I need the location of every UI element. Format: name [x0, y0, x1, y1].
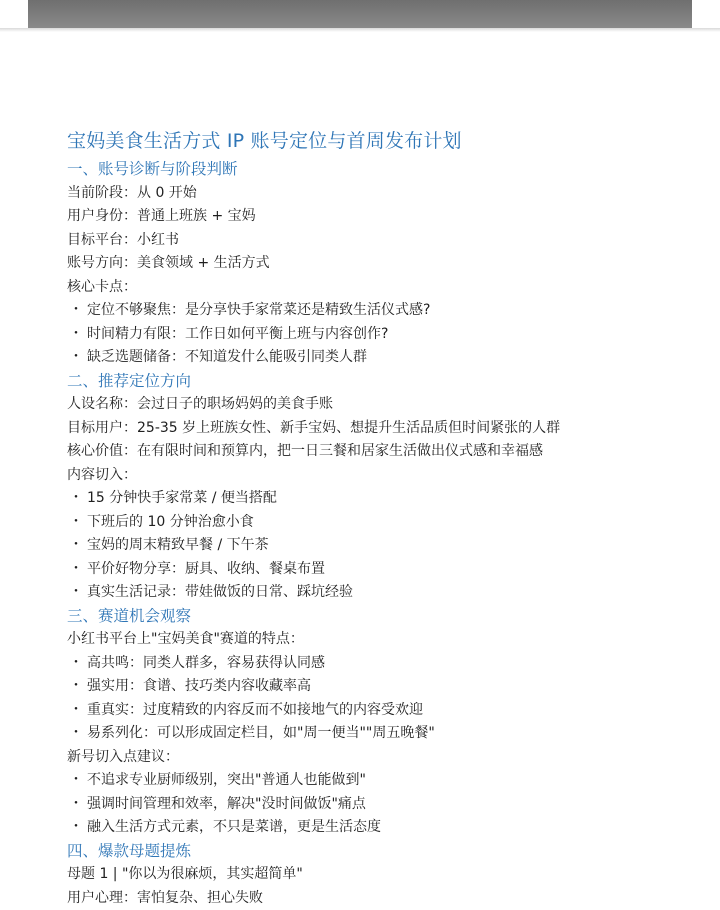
list-item-text: 融入生活方式元素，不只是菜谱，更是生活态度 — [87, 819, 381, 835]
bullet-icon: ・ — [67, 487, 87, 511]
core-value-line: 核心价值：在有限时间和预算内，把一日三餐和居家生活做出仪式感和幸福感 — [67, 440, 697, 464]
section-heading-4: 四、爆款母题提炼 — [67, 840, 697, 864]
content-entry-label: 内容切入： — [67, 464, 697, 488]
list-item — [67, 816, 697, 840]
motif-1-line: 母题 1 | "你以为很麻烦，其实超简单" — [67, 863, 697, 887]
list-item-text: 高共鸣：同类人群多，容易获得认同感 — [87, 655, 325, 671]
direction-line: 账号方向：美食领域 + 生活方式 — [67, 252, 697, 276]
list-item — [67, 699, 697, 723]
list-item-text: 重真实：过度精致的内容反而不如接地气的内容受欢迎 — [87, 702, 423, 718]
bullet-icon: ・ — [67, 699, 87, 723]
bullet-icon: ・ — [67, 722, 87, 746]
bullet-icon: ・ — [67, 675, 87, 699]
bullet-icon: ・ — [67, 346, 87, 370]
section-heading-3: 三、赛道机会观察 — [67, 605, 697, 629]
platform-line: 目标平台：小红书 — [67, 229, 697, 253]
document-title: 宝妈美食生活方式 IP 账号定位与首周发布计划 — [67, 126, 697, 156]
list-item — [67, 534, 697, 558]
top-shadow — [0, 28, 720, 32]
section-heading-1: 一、账号诊断与阶段判断 — [67, 158, 697, 182]
list-item — [67, 299, 697, 323]
section-heading-2: 二、推荐定位方向 — [67, 370, 697, 394]
user-psychology-line: 用户心理：害怕复杂、担心失败 — [67, 887, 697, 910]
bullet-icon: ・ — [67, 511, 87, 535]
identity-line: 用户身份：普通上班族 + 宝妈 — [67, 205, 697, 229]
list-item-text: 平价好物分享：厨具、收纳、餐桌布置 — [87, 561, 325, 577]
list-item-text: 15 分钟快手家常菜 / 便当搭配 — [87, 490, 277, 506]
list-item — [67, 346, 697, 370]
list-item-text: 强实用：食谱、技巧类内容收藏率高 — [87, 678, 311, 694]
bullet-icon: ・ — [67, 558, 87, 582]
list-item-text: 缺乏选题储备：不知道发什么能吸引同类人群 — [87, 349, 367, 365]
track-features-label: 小红书平台上"宝妈美食"赛道的特点： — [67, 628, 697, 652]
list-item-text: 真实生活记录：带娃做饭的日常、踩坑经验 — [87, 584, 353, 600]
bullet-icon: ・ — [67, 534, 87, 558]
bullet-icon: ・ — [67, 299, 87, 323]
list-item — [67, 722, 697, 746]
target-user-line: 目标用户：25-35 岁上班族女性、新手宝妈、想提升生活品质但时间紧张的人群 — [67, 417, 697, 441]
list-item-text: 下班后的 10 分钟治愈小食 — [87, 514, 254, 530]
bullet-icon: ・ — [67, 769, 87, 793]
persona-line: 人设名称：会过日子的职场妈妈的美食手账 — [67, 393, 697, 417]
bullet-icon: ・ — [67, 816, 87, 840]
bullet-icon: ・ — [67, 323, 87, 347]
stage-line: 当前阶段：从 0 开始 — [67, 182, 697, 206]
list-item — [67, 652, 697, 676]
list-item — [67, 675, 697, 699]
list-item-text: 强调时间管理和效率，解决"没时间做饭"痛点 — [87, 796, 366, 812]
list-item — [67, 323, 697, 347]
list-item-text: 时间精力有限：工作日如何平衡上班与内容创作? — [87, 326, 388, 342]
list-item — [67, 511, 697, 535]
list-item-text: 宝妈的周末精致早餐 / 下午茶 — [87, 537, 269, 553]
list-item-text: 定位不够聚焦：是分享快手家常菜还是精致生活仪式感? — [87, 302, 430, 318]
list-item-text: 不追求专业厨师级别，突出"普通人也能做到" — [87, 772, 366, 788]
new-account-advice-label: 新号切入点建议： — [67, 746, 697, 770]
bottleneck-label: 核心卡点： — [67, 276, 697, 300]
list-item — [67, 769, 697, 793]
list-item-text: 易系列化：可以形成固定栏目，如"周一便当""周五晚餐" — [87, 725, 435, 741]
scrollbar-top-bar — [28, 0, 692, 29]
list-item — [67, 793, 697, 817]
list-item — [67, 487, 697, 511]
bullet-icon: ・ — [67, 793, 87, 817]
document-body — [67, 126, 697, 910]
bullet-icon: ・ — [67, 581, 87, 605]
bullet-icon: ・ — [67, 652, 87, 676]
list-item — [67, 581, 697, 605]
list-item — [67, 558, 697, 582]
